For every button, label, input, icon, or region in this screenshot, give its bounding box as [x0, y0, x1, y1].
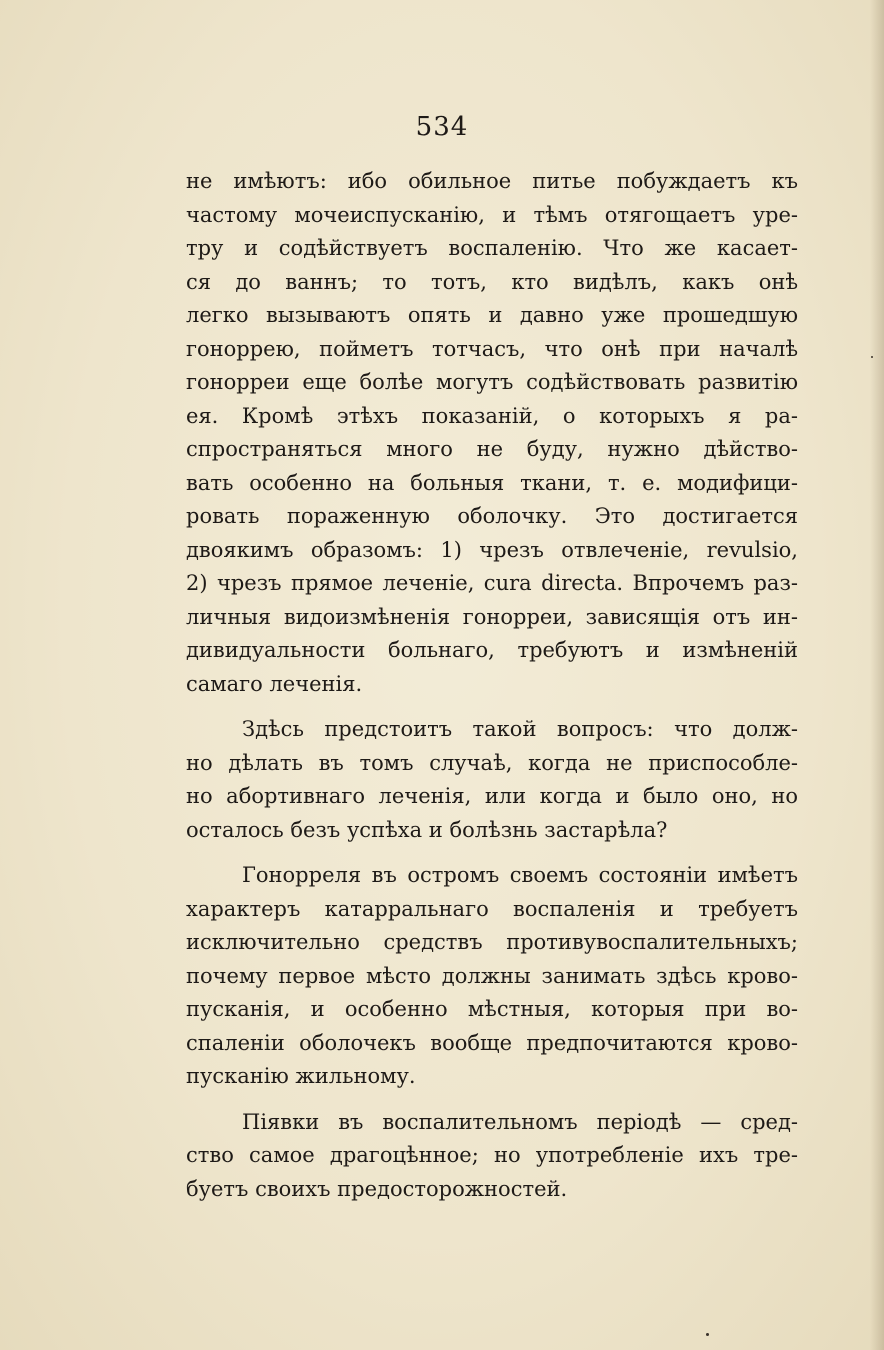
paragraph-1	[186, 165, 798, 701]
text-line: двоякимъ образомъ: 1) чрезъ отвлеченіе, revulsio,	[186, 537, 798, 562]
text-line: пусканія, и особенно мѣстныя, которыя при во-	[186, 997, 798, 1021]
text-line: исключительно средствъ противувоспалительныхъ;	[186, 930, 798, 954]
text-line: гонорреи еще болѣе могутъ содѣйствовать развитію	[186, 370, 798, 394]
paper-speck	[871, 356, 873, 358]
text-line: ея. Кромѣ этѣхъ показаній, о которыхъ я ра-	[186, 403, 798, 428]
text-line: Здѣсь предстоитъ такой вопросъ: что долж-	[242, 717, 798, 741]
text-line: почему первое мѣсто должны занимать здѣсь крово-	[186, 963, 798, 988]
text-line: частому мочеиспусканію, и тѣмъ отягощаетъ уре-	[186, 202, 798, 227]
text-line: не имѣютъ: ибо обильное питье побуждаетъ къ	[186, 169, 798, 193]
paragraph-2	[186, 713, 798, 847]
text-line: осталось безъ успѣха и болѣзнь застарѣла?	[186, 817, 668, 842]
text-line: спаленіи оболочекъ вообще предпочитаются крово-	[186, 1030, 798, 1055]
text-line: самаго леченія.	[186, 671, 363, 696]
text-line: ровать пораженную оболочку. Это достигается	[186, 504, 798, 528]
text-line: легко вызываютъ опять и давно уже прошедшую	[186, 303, 798, 327]
paragraph-3	[186, 859, 798, 1094]
text-line: гоноррею, пойметъ тотчасъ, что онѣ при началѣ	[186, 336, 798, 361]
text-line: 2) чрезъ прямое леченіе, cura directa. Впрочемъ раз-	[186, 571, 798, 595]
text-line: Гонорреля въ остромъ своемъ состояніи имѣетъ	[242, 863, 798, 887]
paragraph-4	[186, 1106, 798, 1207]
text-line: Піявки въ воспалительномъ періодѣ — сред-	[242, 1109, 798, 1134]
text-line: ство самое драгоцѣнное; но употребленіе ихъ тре-	[186, 1143, 798, 1167]
text-line: но дѣлать въ томъ случаѣ, когда не приспособле-	[186, 750, 798, 775]
text-line: личныя видоизмѣненія гонорреи, зависящія отъ ин-	[186, 604, 798, 629]
paper-speck	[706, 1333, 709, 1336]
text-line: дивидуальности больнаго, требуютъ и измѣненій	[186, 638, 798, 662]
text-line: буетъ своихъ предосторожностей.	[186, 1176, 568, 1201]
page-number: 534	[415, 112, 469, 142]
text-line: пусканію жильному.	[186, 1064, 416, 1088]
text-line: спространяться много не буду, нужно дѣйство-	[186, 437, 798, 461]
body-text	[186, 165, 798, 1218]
text-line: ся до ваннъ; то тотъ, кто видѣлъ, какъ онѣ	[186, 269, 798, 294]
text-line: характеръ катарральнаго воспаленія и требуетъ	[186, 896, 798, 921]
text-line: тру и содѣйствуетъ воспаленію. Что же касает-	[186, 236, 798, 260]
text-line: но абортивнаго леченія, или когда и было оно, но	[186, 784, 798, 808]
text-line: вать особенно на больныя ткани, т. е. модифици-	[186, 470, 798, 495]
page-edge-shadow	[870, 0, 884, 1350]
